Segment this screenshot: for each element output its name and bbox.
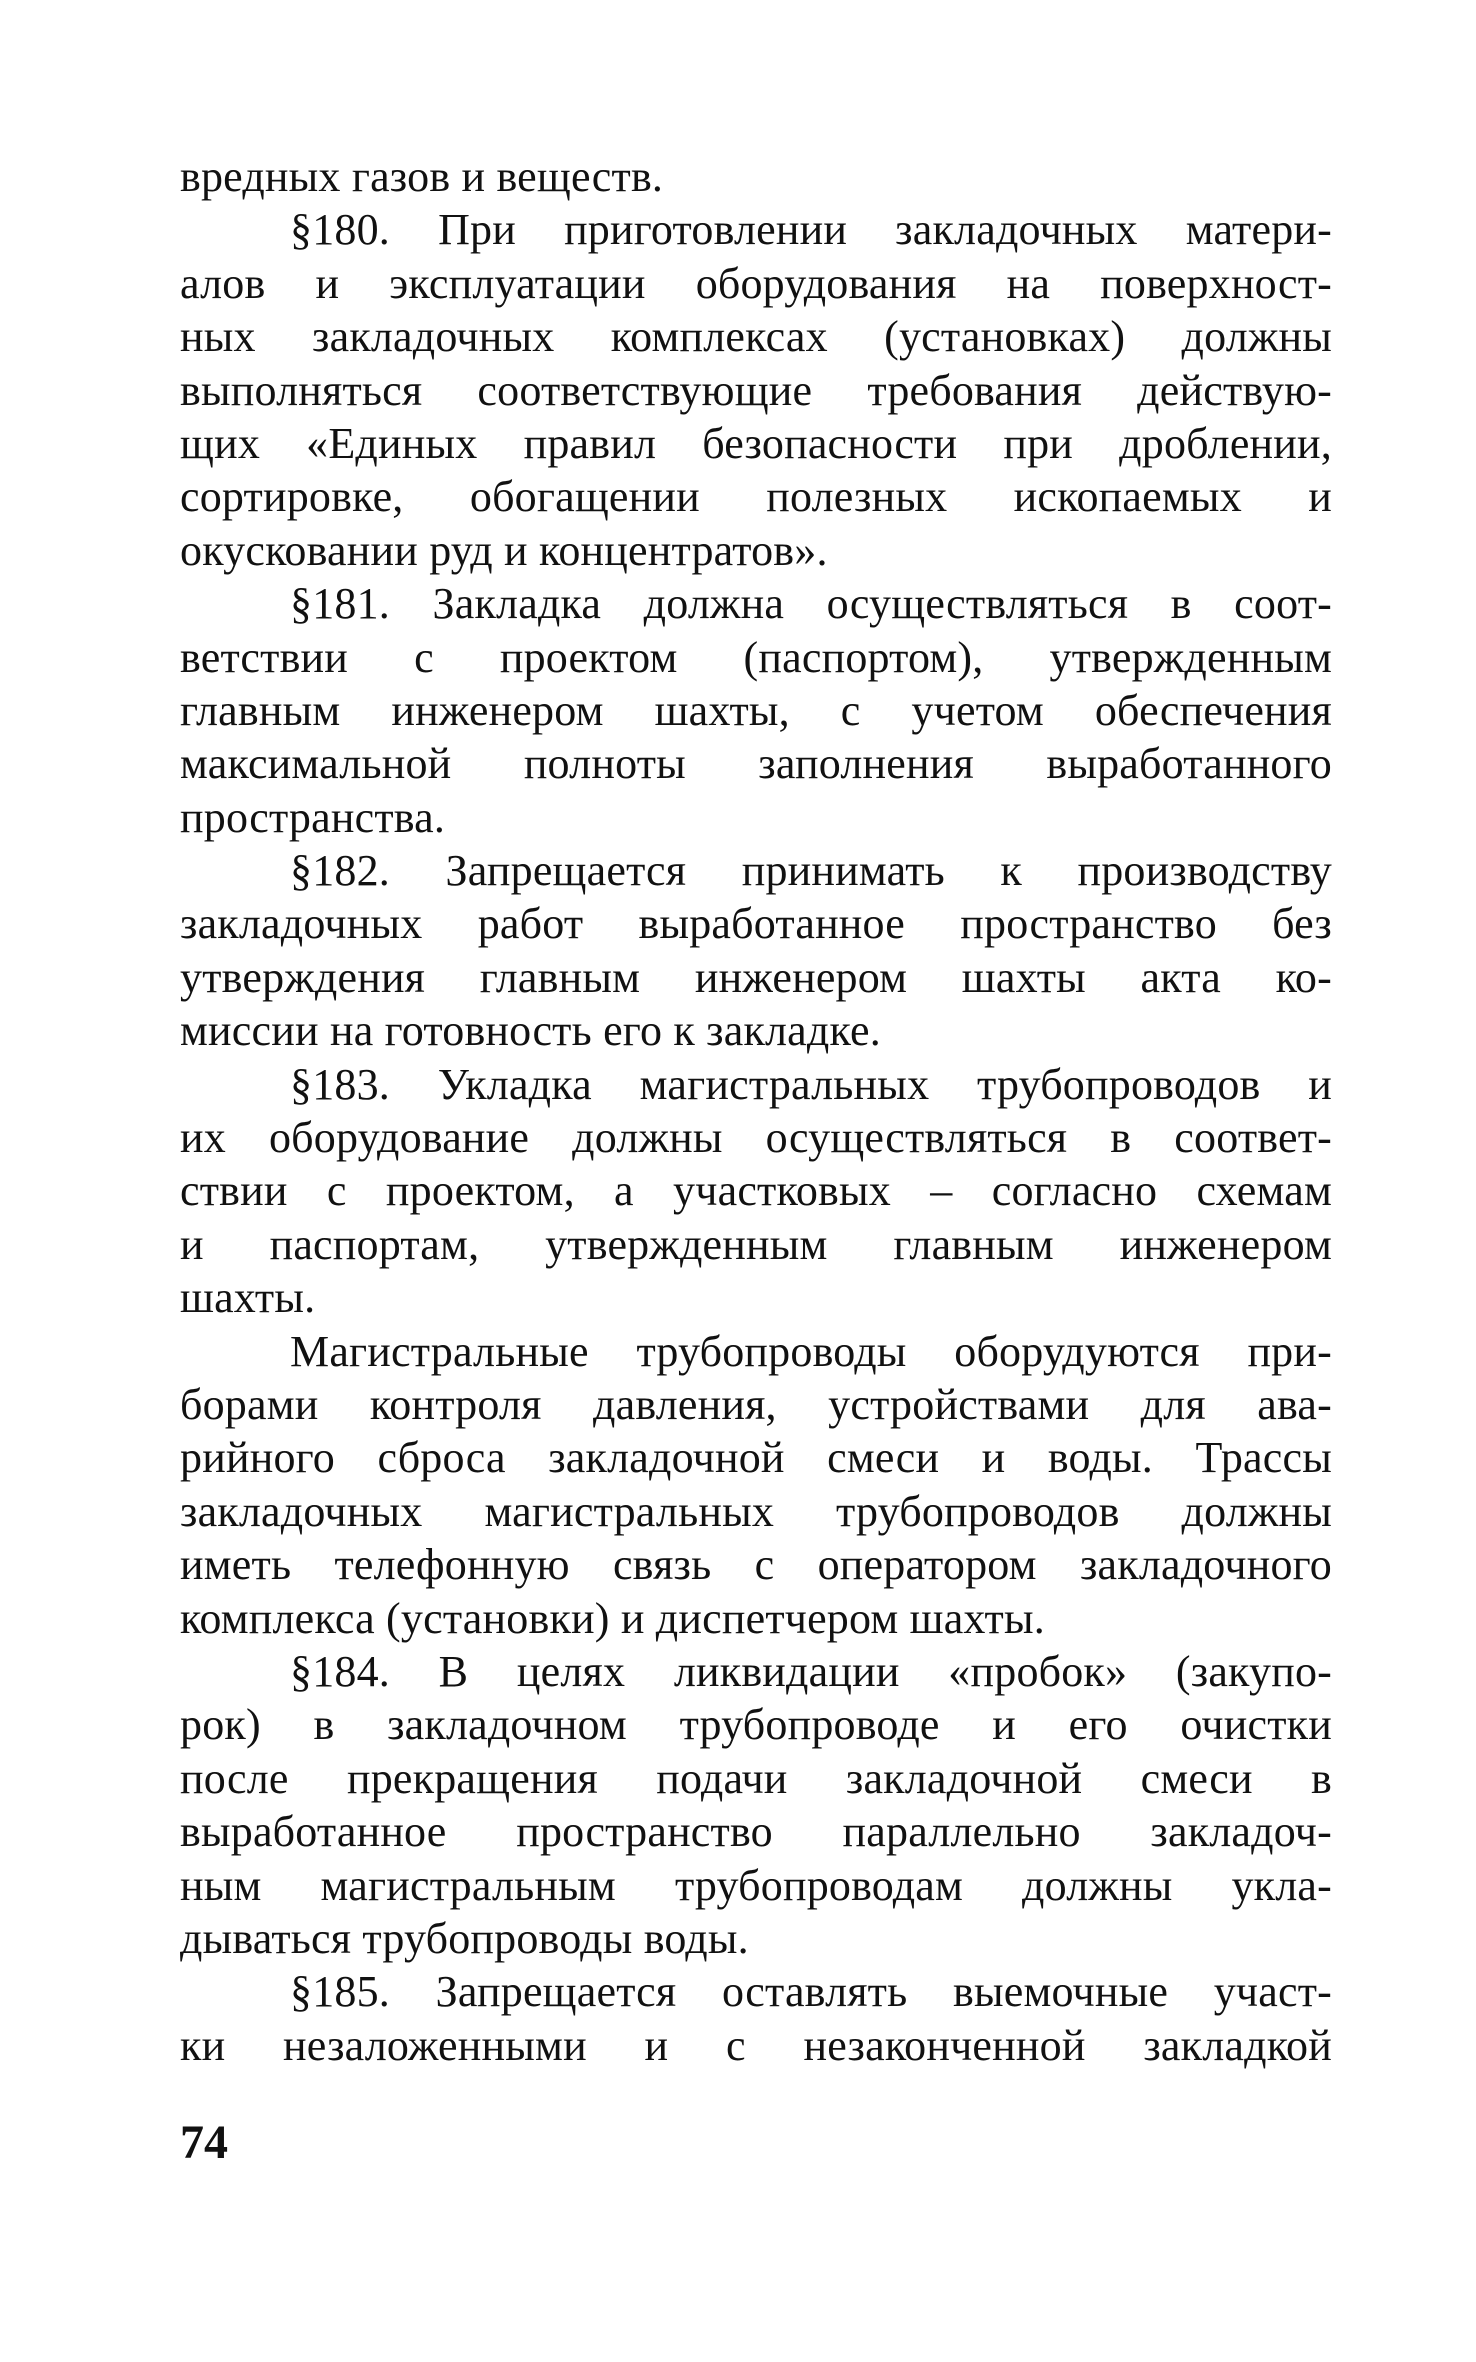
text-line: выполняться соответствующие требования действую- [180,365,1332,415]
text-line: иметь телефонную связь с оператором закладочного [180,1540,1332,1590]
text-line: рийного сброса закладочной смеси и воды. Трассы [180,1433,1332,1483]
page-number: 74 [180,2116,228,2169]
text-line: и паспортам, утвержденным главным инженером [180,1219,1332,1269]
text-line: максимальной полноты заполнения выработанного [180,739,1332,789]
paragraph-pipelines-line: Магистральные трубопроводы оборудуются при- [290,1326,1332,1376]
text-line: выработанное пространство параллельно закладоч- [180,1807,1332,1857]
paragraph-184-line: §184. В целях ликвидации «пробок» (закупо- [290,1646,1332,1696]
text-line: ным магистральным трубопроводам должны укла- [180,1860,1332,1910]
text-line: закладочных магистральных трубопроводов должны [180,1486,1332,1536]
text-line: миссии на готовность его к закладке. [180,1006,881,1056]
text-line: окусковании руд и концентратов». [180,525,828,575]
text-line: ки незаложенными и с незаконченной закладкой [180,2020,1332,2070]
text-line: шахты. [180,1273,316,1323]
text-line: ных закладочных комплексах (установках) должны [180,312,1332,362]
text-line: их оборудование должны осуществляться в соответ- [180,1113,1332,1163]
paragraph-180-line: §180. При приготовлении закладочных матери- [290,205,1332,255]
paragraph-182-line: §182. Запрещается принимать к производству [290,846,1332,896]
text-line: щих «Единых правил безопасности при дроблении, [180,418,1332,468]
text-line: дываться трубопроводы воды. [180,1913,749,1963]
text-line: главным инженером шахты, с учетом обеспечения [180,685,1332,735]
text-line: утверждения главным инженером шахты акта ко- [180,952,1332,1002]
paragraph-183-line: §183. Укладка магистральных трубопроводов и [290,1059,1332,1109]
text-line: закладочных работ выработанное пространство без [180,899,1332,949]
text-line: после прекращения подачи закладочной смеси в [180,1753,1332,1803]
paragraph-181-line: §181. Закладка должна осуществляться в соот- [290,579,1332,629]
text-line: алов и эксплуатации оборудования на поверхност- [180,258,1332,308]
paragraph-185-line: §185. Запрещается оставлять выемочные участ- [290,1967,1332,2017]
text-line: пространства. [180,792,446,842]
text-line: ствии с проектом, а участковых – согласно схемам [180,1166,1332,1216]
text-line: рок) в закладочном трубопроводе и его очистки [180,1700,1332,1750]
text-line: ветствии с проектом (паспортом), утвержденным [180,632,1332,682]
text-line: борами контроля давления, устройствами для ава- [180,1379,1332,1429]
text-line: комплекса (установки) и диспетчером шахты. [180,1593,1045,1643]
body-text [180,150,1332,2072]
text-line: сортировке, обогащении полезных ископаемых и [180,472,1332,522]
text-line: вредных газов и веществ. [180,152,664,201]
